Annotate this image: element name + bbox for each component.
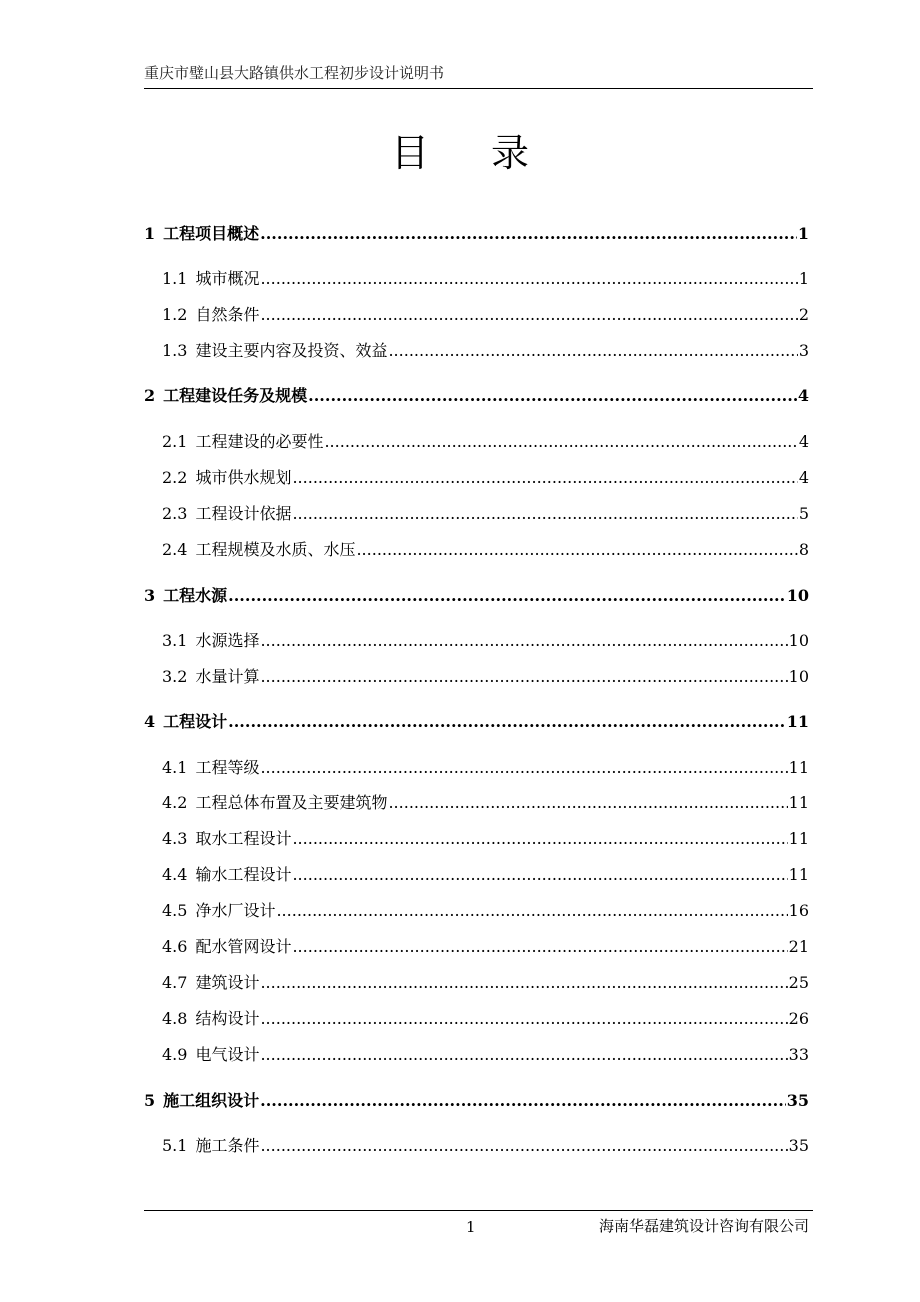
toc-entry-page: 10 bbox=[786, 586, 809, 605]
toc-entry-title: 输水工程设计 bbox=[195, 865, 292, 884]
toc-entry-page: 5 bbox=[798, 504, 809, 523]
toc-entry-number: 1.1 bbox=[162, 269, 188, 288]
toc-entry-page: 21 bbox=[788, 937, 809, 956]
toc-dot-leader bbox=[292, 501, 797, 527]
toc-entry[interactable] bbox=[144, 583, 809, 609]
toc-entry-number: 5 bbox=[144, 1091, 156, 1110]
toc-entry-title: 城市供水规划 bbox=[195, 468, 292, 487]
toc-entry[interactable] bbox=[144, 709, 809, 735]
toc-entry-number: 3.1 bbox=[162, 631, 188, 650]
toc-entry-title: 结构设计 bbox=[195, 1009, 260, 1028]
toc-entry-number: 4.7 bbox=[162, 973, 188, 992]
toc-entry-page: 1 bbox=[797, 224, 809, 243]
toc-entry-page: 4 bbox=[798, 468, 809, 487]
toc-entry-page: 4 bbox=[798, 432, 809, 451]
toc-entry-page: 11 bbox=[788, 865, 809, 884]
toc-entry[interactable] bbox=[144, 221, 809, 247]
toc-entry-page: 11 bbox=[786, 712, 809, 731]
toc-entry-number: 2.2 bbox=[162, 468, 188, 487]
toc-dot-leader bbox=[260, 1042, 787, 1068]
toc-entry-title: 工程水源 bbox=[163, 586, 228, 605]
toc-entry-title: 工程设计 bbox=[163, 712, 228, 731]
toc-entry-title: 水源选择 bbox=[195, 631, 260, 650]
toc-entry[interactable] bbox=[162, 934, 809, 960]
toc-dot-leader bbox=[260, 755, 787, 781]
toc-entry-title: 自然条件 bbox=[195, 305, 260, 324]
toc-dot-leader bbox=[260, 628, 787, 654]
toc-dot-leader bbox=[260, 221, 797, 247]
toc-entry[interactable] bbox=[162, 898, 809, 924]
toc-entry-number: 4.5 bbox=[162, 901, 188, 920]
toc-entry-title: 工程设计依据 bbox=[195, 504, 292, 523]
toc-entry-number: 2.4 bbox=[162, 540, 188, 559]
toc-dot-leader bbox=[260, 664, 787, 690]
document-title: 重庆市璧山县大路镇供水工程初步设计说明书 bbox=[144, 64, 445, 82]
toc-entry-title: 工程项目概述 bbox=[163, 224, 260, 243]
toc-entry-title: 建筑设计 bbox=[195, 973, 260, 992]
toc-dot-leader bbox=[228, 709, 786, 735]
toc-entry[interactable] bbox=[162, 970, 809, 996]
toc-entry-number: 5.1 bbox=[162, 1136, 188, 1155]
toc-entry-number: 1.2 bbox=[162, 305, 188, 324]
toc-entry[interactable] bbox=[162, 465, 809, 491]
toc-entry-page: 2 bbox=[798, 305, 809, 324]
toc-entry-number: 4.4 bbox=[162, 865, 188, 884]
toc-dot-leader bbox=[260, 1133, 787, 1159]
toc-entry[interactable] bbox=[162, 755, 809, 781]
toc-entry-number: 2 bbox=[144, 386, 156, 405]
toc-entry-page: 35 bbox=[786, 1091, 809, 1110]
toc-entry-title: 施工组织设计 bbox=[163, 1091, 260, 1110]
toc-entry-page: 4 bbox=[797, 386, 809, 405]
toc-entry[interactable] bbox=[162, 826, 809, 852]
toc-entry[interactable] bbox=[162, 266, 809, 292]
toc-dot-leader bbox=[324, 429, 797, 455]
toc-dot-leader bbox=[260, 970, 787, 996]
toc-entry-number: 4.6 bbox=[162, 937, 188, 956]
toc-entry-title: 配水管网设计 bbox=[195, 937, 292, 956]
toc-entry-title: 取水工程设计 bbox=[195, 829, 292, 848]
toc-entry[interactable] bbox=[162, 501, 809, 527]
toc-entry-page: 10 bbox=[788, 667, 809, 686]
toc-dot-leader bbox=[292, 934, 787, 960]
toc-entry-number: 3 bbox=[144, 586, 156, 605]
toc-dot-leader bbox=[388, 338, 797, 364]
toc-dot-leader bbox=[260, 1006, 787, 1032]
toc-dot-leader bbox=[388, 790, 787, 816]
toc-entry-number: 2.1 bbox=[162, 432, 188, 451]
toc-entry[interactable] bbox=[162, 862, 809, 888]
toc-entry-page: 1 bbox=[798, 269, 809, 288]
toc-dot-leader bbox=[292, 465, 797, 491]
toc-dot-leader bbox=[260, 302, 797, 328]
toc-entry-number: 4 bbox=[144, 712, 156, 731]
toc-entry[interactable] bbox=[162, 537, 809, 563]
toc-entry-title: 工程建设的必要性 bbox=[195, 432, 324, 451]
toc-entry[interactable] bbox=[162, 1006, 809, 1032]
toc-dot-leader bbox=[276, 898, 787, 924]
toc-entry[interactable] bbox=[162, 302, 809, 328]
toc-entry-page: 26 bbox=[788, 1009, 809, 1028]
toc-entry[interactable] bbox=[162, 338, 809, 364]
toc-entry[interactable] bbox=[162, 1042, 809, 1068]
toc-entry-page: 10 bbox=[788, 631, 809, 650]
toc-dot-leader bbox=[260, 266, 797, 292]
toc-entry-number: 3.2 bbox=[162, 667, 188, 686]
page-footer bbox=[144, 1210, 813, 1241]
toc-dot-leader bbox=[356, 537, 797, 563]
toc-entry[interactable] bbox=[162, 790, 809, 816]
page-title: 目录 bbox=[390, 131, 591, 175]
toc-dot-leader bbox=[292, 862, 787, 888]
toc-entry-title: 电气设计 bbox=[195, 1045, 260, 1064]
toc-entry[interactable] bbox=[162, 664, 809, 690]
toc-entry-title: 工程规模及水质、水压 bbox=[195, 540, 356, 559]
toc-entry[interactable] bbox=[162, 628, 809, 654]
toc-entry-title: 工程总体布置及主要建筑物 bbox=[195, 793, 388, 812]
toc-entry-page: 3 bbox=[798, 341, 809, 360]
toc-entry-page: 35 bbox=[788, 1136, 809, 1155]
toc-dot-leader bbox=[228, 583, 786, 609]
toc-entry-page: 11 bbox=[788, 793, 809, 812]
toc-entry-title: 施工条件 bbox=[195, 1136, 260, 1155]
toc-entry-page: 33 bbox=[788, 1045, 809, 1064]
toc-entry-number: 1.3 bbox=[162, 341, 188, 360]
page-number: 1 bbox=[466, 1218, 476, 1236]
toc-entry-page: 11 bbox=[788, 758, 809, 777]
toc-entry[interactable] bbox=[144, 383, 809, 409]
toc-entry[interactable] bbox=[162, 1133, 809, 1159]
toc-entry-title: 城市概况 bbox=[195, 269, 260, 288]
toc-entry-number: 4.3 bbox=[162, 829, 188, 848]
toc-entry-number: 2.3 bbox=[162, 504, 188, 523]
toc-dot-leader bbox=[308, 383, 797, 409]
toc-entry[interactable] bbox=[144, 1088, 809, 1114]
toc-entry-number: 1 bbox=[144, 224, 156, 243]
toc-entry-title: 工程建设任务及规模 bbox=[163, 386, 308, 405]
toc-dot-leader bbox=[292, 826, 787, 852]
toc-entry-number: 4.8 bbox=[162, 1009, 188, 1028]
toc-entry-title: 建设主要内容及投资、效益 bbox=[195, 341, 388, 360]
toc-entry-title: 净水厂设计 bbox=[195, 901, 276, 920]
toc-entry-number: 4.1 bbox=[162, 758, 188, 777]
toc-entry-page: 11 bbox=[788, 829, 809, 848]
company-name: 海南华磊建筑设计咨询有限公司 bbox=[598, 1217, 809, 1235]
toc-entry-page: 25 bbox=[788, 973, 809, 992]
toc-entry-number: 4.9 bbox=[162, 1045, 188, 1064]
toc-entry-page: 8 bbox=[798, 540, 809, 559]
toc-dot-leader bbox=[260, 1088, 786, 1114]
toc-entry-number: 4.2 bbox=[162, 793, 188, 812]
toc-entry-title: 水量计算 bbox=[195, 667, 260, 686]
toc-entry-title: 工程等级 bbox=[195, 758, 260, 777]
toc-entry-page: 16 bbox=[788, 901, 809, 920]
toc-entry[interactable] bbox=[162, 429, 809, 455]
